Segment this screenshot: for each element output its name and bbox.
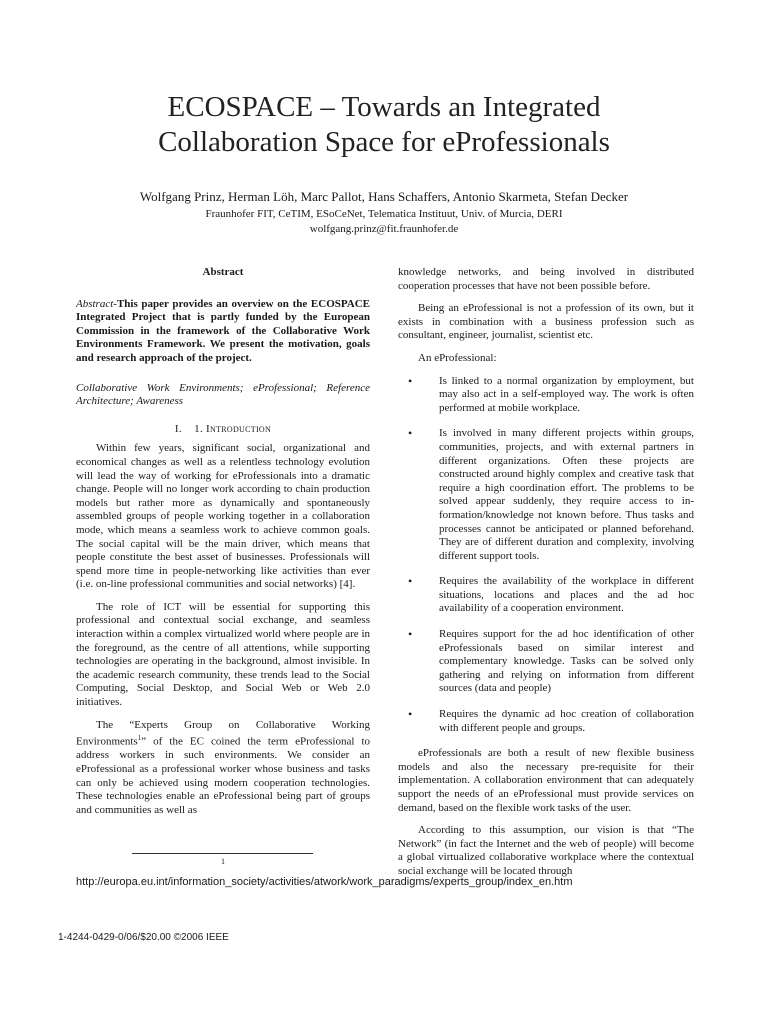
abstract-text (76, 298, 370, 366)
author-list: Wolfgang Prinz, Herman Löh, Marc Pallot, Hans Schaffers, Antonio Skarmeta, Stefan Decker (139, 189, 629, 204)
affiliation-block (0, 207, 768, 237)
copyright-notice: 1-4244-0429-0/06/$20.00 ©2006 IEEE (58, 932, 229, 943)
footnote-link[interactable]: http://europa.eu.int/information_society/activities/atwork/work_paradigms/experts_group/index_en.htm (76, 876, 573, 888)
title-line-2: Collaboration Space for eProfessionals (158, 126, 610, 158)
vision-paragraph: According to this assumption, our vision is that “The Network” (in fact the Internet and the web of people) will become a global virtualized collaborative workplace where the contextual social exchange will be located through (398, 824, 694, 877)
list-item: • Requires the dynamic ad hoc creation of collaboration with different people and groups. (398, 708, 694, 735)
contact-email: wolfgang.prinz@fit.fraunhofer.de (309, 223, 459, 235)
list-item: • Requires support for the ad hoc identification of other eProfessionals based on similar interest and complementary knowledge. Tasks can be solved only gathering and relying on information from different sources (data and people) (398, 628, 694, 696)
eprofessionals-paragraph: eProfessionals are both a result of new flexible business models and also the necessary pre-requisite for their implementation. A collaboration environment that can adequately support the needs of an eProfessional must provide services on demand, based on the flexible work tasks of the user. (398, 747, 694, 814)
intro-paragraph-1: Within few years, significant social, organizational and economical changes as well as a relentless technology evolution will lead the way of working for eProfessionals into a dramatic change. People will no longer work according to chain production models but rather more as dynamically and spontaneously assembled groups of people working together in a collaboration mode, which means a seamless work to achieve common goals. The social capital will be the main driver, which means that people constitute the best asset of businesses. Professionals will spend more time in people-networking like activities than ever (i.e. on-line professional communities and social networks) [4]. (76, 442, 370, 591)
intro-paragraph-2: The role of ICT will be essential for supporting this professional and contextual social exchange, and seamless interaction within a complex virtualized world where people are in the foreground, as the centre of all attentions, while supporting technologies are operating in the background, almost invisible. In the academic research community, these trends lead to the Social Computing, Social Desktop, and Social Web or Web 2.0 initiatives. (76, 600, 370, 709)
abstract-lead: Abstract- (76, 297, 117, 310)
continued-paragraph: knowledge networks, and being involved in distributed cooperation processes that have not been possible before. (398, 266, 694, 292)
footnote-divider (132, 853, 313, 854)
section-heading-introduction (76, 423, 370, 437)
footnote-reference: 1 (137, 734, 142, 743)
affiliations: Fraunhofer FIT, CeTIM, ESoCeNet, Telematica Instituut, Univ. of Murcia, DERI (205, 208, 563, 220)
right-column (398, 266, 694, 888)
list-item: • Requires the availability of the workplace in different situations, locations and places and the ad hoc availability of a cooperation environment. (398, 575, 694, 616)
intro-paragraph-3-end: ” of the EC coined the term eProfessional to address workers in such environments. We consider an eProfessional as a professional worker whose business and tasks can only be achieved using modern cooperation technologies. These technologies enable an eProfessional being part of groups and communities as well as (76, 735, 370, 816)
index-terms: Collaborative Work Environments; eProfessional; Reference Architecture; Awareness (76, 381, 370, 408)
list-item: • Is linked to a normal organization by employment, but may also act in a self-employed way. The work is often performed at mobile workplace. (398, 375, 694, 416)
list-item: • Is involved in many different projects within groups, communities, projects, and with external partners in different organizations. Often these projects are constructed around highly complex and creative task that require a high coordination effort. The problems to be solved appear suddenly, they require access to in-formation/knowledge not known before. Thus tasks and processes cannot be anticipated or planned beforehand. They are of different duration and complexity, involving different support tools. (398, 427, 694, 563)
footnote-number: 1 (221, 857, 225, 866)
abstract-body: This paper provides an overview on the ECOSPACE Integrated Project that is partly funded by the European Commission in the framework of the Collaborative Work Environments Framework. We present the motivation, goals and research approach of the project. (76, 297, 370, 364)
paper-title (0, 90, 768, 160)
intro-paragraph-3-start: The “Experts Group on Collaborative Working Environments (76, 718, 370, 748)
list-intro: An eProfessional: (418, 351, 497, 364)
eprofessional-traits-list (398, 375, 694, 736)
title-line-1: ECOSPACE – Towards an Integrated (167, 91, 601, 123)
section-number: I. (174, 422, 182, 435)
section-title: 1. Introduction (194, 422, 272, 435)
eprofessional-definition-paragraph: Being an eProfessional is not a profession of its own, but it exists in combination with a business profession such as consultant, engineer, journalist, scientist etc. (398, 302, 694, 342)
abstract-heading: Abstract (202, 266, 244, 278)
left-column (76, 266, 370, 826)
intro-paragraph-3 (76, 719, 370, 818)
